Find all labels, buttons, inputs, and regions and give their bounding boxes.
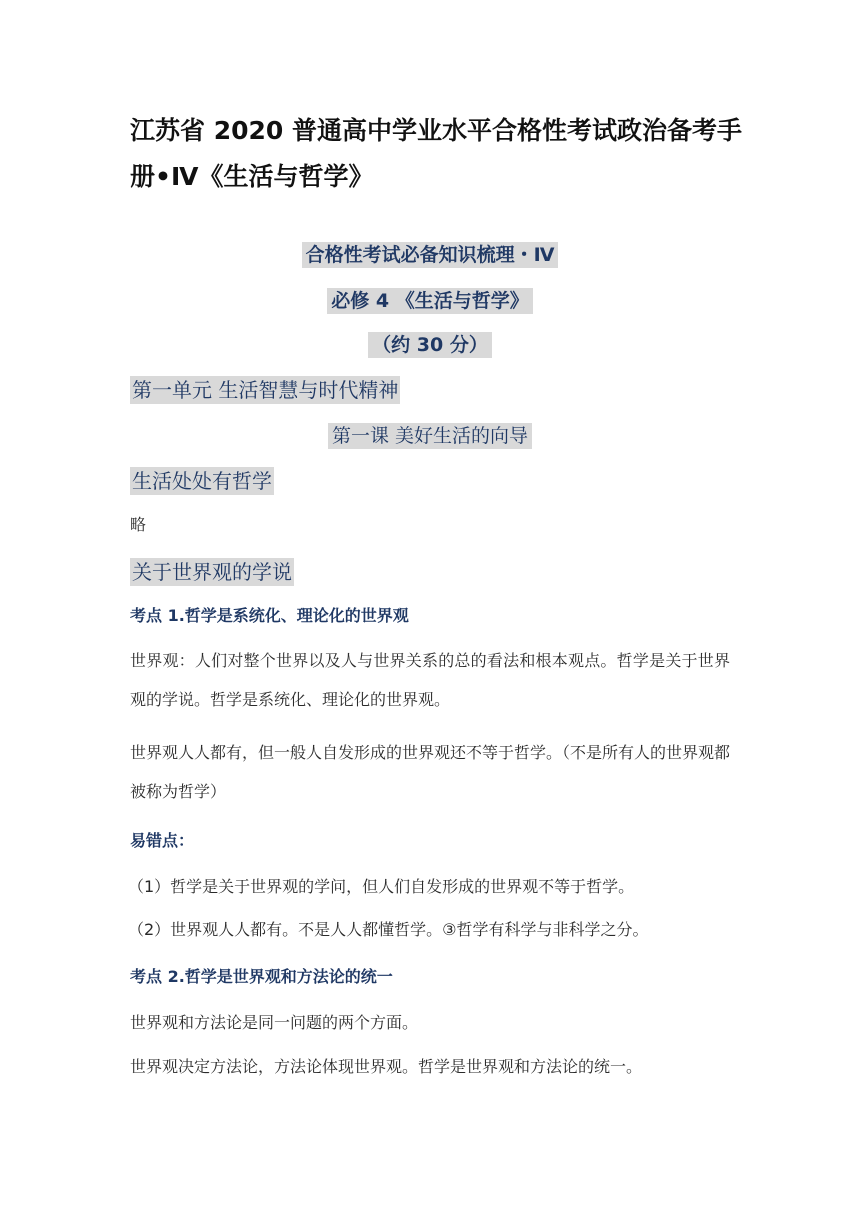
lesson-heading-text: 第一课 美好生活的向导 [328,423,532,449]
module-heading-text: 必修 4 《生活与哲学》 [327,288,532,314]
yicuo-item-2: （2）世界观人人都有。不是人人都懂哲学。③哲学有科学与非科学之分。 [128,920,649,939]
kaodian-1-heading: 考点 1.哲学是系统化、理论化的世界观 [130,606,409,625]
score-heading [0,328,860,362]
yicuo-label: 易错点： [130,831,195,850]
kaodian-2-heading: 考点 2.哲学是世界观和方法论的统一 [130,967,393,986]
yicuo-item-1: （1）哲学是关于世界观的学问，但人们自发形成的世界观不等于哲学。 [128,877,635,896]
module-heading [0,284,860,318]
paragraph-unity: 世界观决定方法论，方法论体现世界观。哲学是世界观和方法论的统一。 [130,1057,643,1076]
section-heading-worldview-text: 关于世界观的学说 [132,560,292,584]
section-1-text: 略 [130,515,147,534]
section-heading-worldview [130,555,294,589]
section-heading-life-philosophy-text: 生活处处有哲学 [132,469,272,493]
paragraph-two-aspects: 世界观和方法论是同一问题的两个方面。 [130,1013,419,1032]
paragraph-worldview-definition: 世界观：人们对整个世界以及人与世界关系的总的看法和根本观点。哲学是关于世界观的学说。哲学是系统化、理论化的世界观。 [130,651,730,709]
score-heading-text: （约 30 分） [368,332,492,358]
knowledge-heading-text: 合格性考试必备知识梳理・Ⅳ [302,242,559,268]
document-title: 江苏省 2020 普通高中学业水平合格性考试政治备考手册•Ⅳ《生活与哲学》 [130,116,742,191]
unit-heading [130,373,400,407]
unit-heading-text: 第一单元 生活智慧与时代精神 [132,378,399,402]
lesson-heading [0,419,860,453]
section-heading-life-philosophy [130,464,274,498]
knowledge-heading [0,238,860,272]
paragraph-worldview-everyone: 世界观人人都有，但一般人自发形成的世界观还不等于哲学。（不是所有人的世界观都被称为哲学） [130,743,731,801]
